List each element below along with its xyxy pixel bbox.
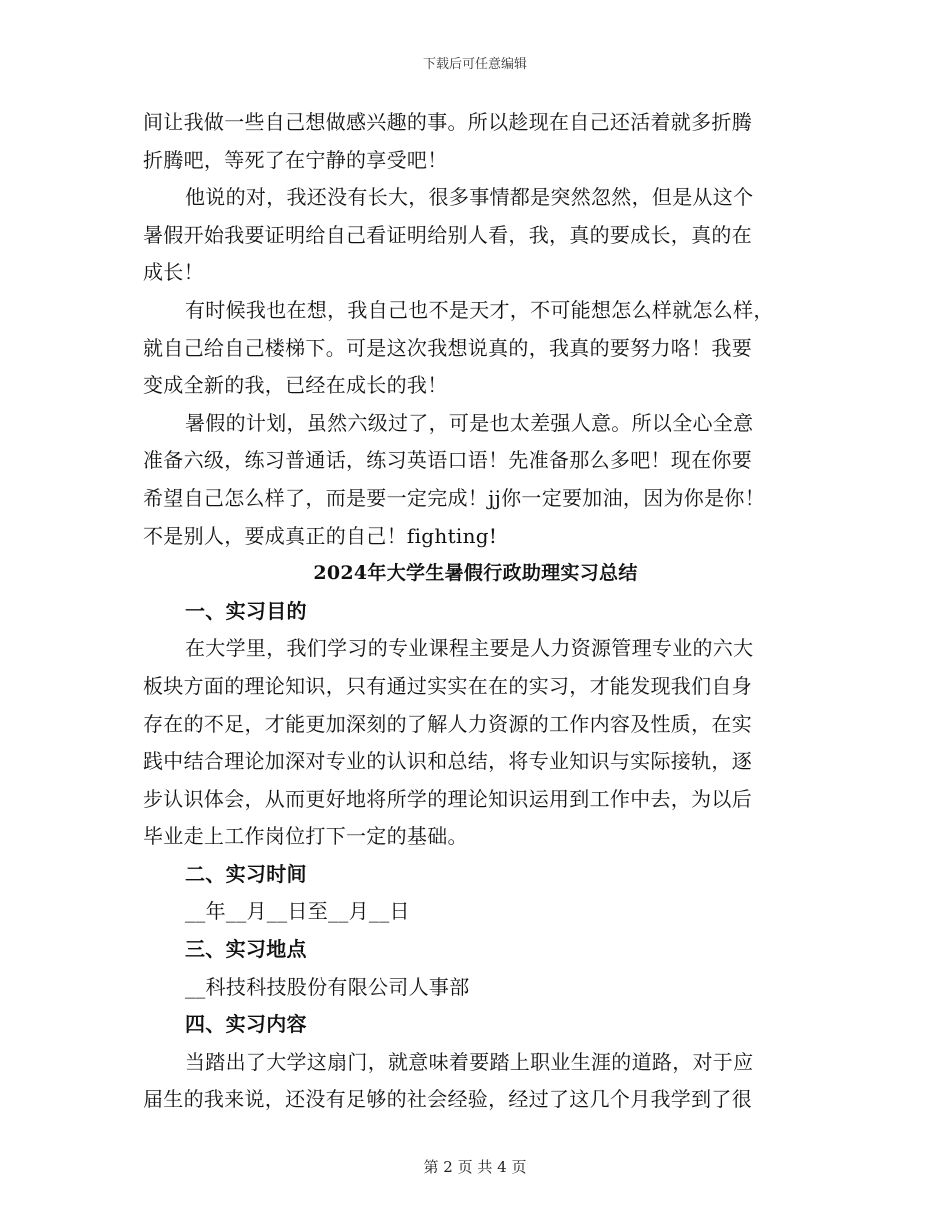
section-heading: 一、实习目的 (185, 598, 307, 623)
paragraph-line: 当踏出了大学这扇门，就意味着要踏上职业生涯的道路，对于应 (185, 1049, 754, 1074)
paragraph-line: 暑假的计划，虽然六级过了，可是也太差强人意。所以全心全意 (185, 410, 754, 435)
paragraph-line: 希望自己怎么样了，而是要一定完成！jj你一定要加油，因为你是你！ (143, 485, 766, 510)
paragraph-line: 暑假开始我要证明给自己看证明给别人看，我，真的要成长，真的在 (143, 222, 752, 247)
paragraph-line: 板块方面的理论知识，只有通过实实在在的实习，才能发现我们自身 (143, 673, 752, 698)
paragraph-line: __年__月__日至__月__日 (185, 899, 410, 924)
paragraph-line: 准备六级，练习普通话，练习英语口语！先准备那么多吧！现在你要 (143, 448, 752, 473)
page-header: 下载后可任意编辑 (422, 57, 527, 72)
document-body (143, 104, 808, 1119)
paragraph-line: 就自己给自己楼梯下。可是这次我想说真的，我真的要努力咯！我要 (143, 335, 752, 360)
paragraph-line: 届生的我来说，还没有足够的社会经验，经过了这几个月我学到了很 (143, 1087, 752, 1112)
paragraph-line: 折腾吧，等死了在宁静的享受吧！ (143, 147, 448, 172)
paragraph-line: __科技科技股份有限公司人事部 (185, 974, 470, 999)
paragraph-line: 间让我做一些自己想做感兴趣的事。所以趁现在自己还活着就多折腾 (143, 110, 752, 134)
paragraph-line: 毕业走上工作岗位打下一定的基础。 (143, 824, 468, 849)
paragraph-line: 存在的不足，才能更加深刻的了解人力资源的工作内容及性质，在实 (143, 711, 752, 736)
paragraph-line: 在大学里，我们学习的专业课程主要是人力资源管理专业的六大 (185, 636, 754, 661)
section-heading: 三、实习地点 (185, 937, 307, 962)
paragraph-line: 有时候我也在想，我自己也不是天才，不可能想怎么样就怎么样， (185, 297, 774, 322)
paragraph-line: 变成全新的我，已经在成长的我！ (143, 373, 448, 398)
section-heading: 四、实习内容 (185, 1012, 307, 1037)
paragraph-line: 步认识体会，从而更好地将所学的理论知识运用到工作中去，为以后 (143, 786, 752, 811)
paragraph-line: 践中结合理论加深对专业的认识和总结，将专业知识与实际接轨，逐 (143, 749, 752, 774)
document-title: 2024年大学生暑假行政助理实习总结 (313, 562, 638, 585)
page-footer: 第 2 页 共 4 页 (423, 1158, 527, 1176)
paragraph-line: 他说的对，我还没有长大，很多事情都是突然忽然，但是从这个 (185, 185, 754, 210)
section-heading: 二、实习时间 (185, 861, 307, 886)
paragraph-line: 成长！ (143, 260, 204, 285)
paragraph-line: 不是别人，要成真正的自己！fighting! (143, 523, 498, 548)
